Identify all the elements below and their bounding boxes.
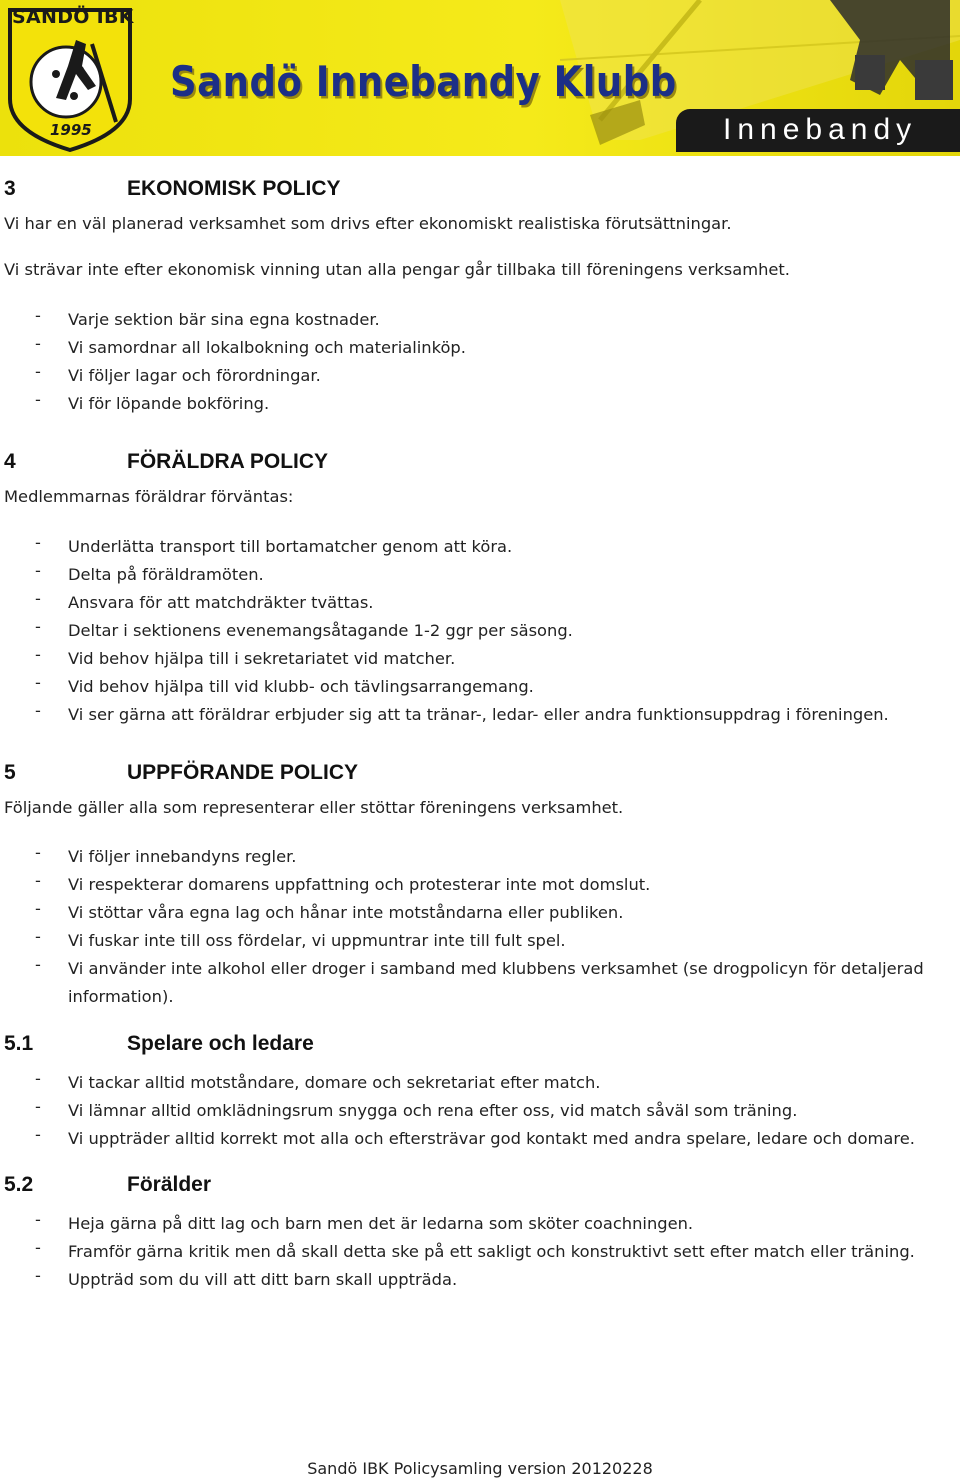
list-item-text: Vi för löpande bokföring.: [68, 394, 270, 413]
innebandy-tag-text: Innebandy: [723, 113, 918, 146]
list-item-text: Vi stöttar våra egna lag och hånar inte motståndarna eller publiken.: [68, 903, 624, 922]
bullet-dash: -: [35, 561, 41, 580]
list-item-text: Framför gärna kritik men då skall detta ske på ett sakligt och konstruktivt sett efter match eller träning.: [68, 1242, 915, 1261]
section-number: 5.1: [4, 1032, 34, 1055]
logo-year: 1995: [50, 121, 92, 139]
bullet-dash: -: [35, 1210, 41, 1229]
bullet-dash: -: [35, 1097, 41, 1116]
section-number: 3: [4, 177, 16, 200]
club-name: Sandö Innebandy Klubb: [170, 58, 677, 107]
list-item-text: Vi ser gärna att föräldrar erbjuder sig att ta tränar-, ledar- eller andra funktionsuppdrag i föreningen.: [68, 705, 889, 724]
bullet-dash: -: [35, 390, 41, 409]
bullet-dash: -: [35, 927, 41, 946]
bullet-dash: -: [35, 899, 41, 918]
bullet-dash: -: [35, 673, 41, 692]
paragraph: Vi strävar inte efter ekonomisk vinning utan alla pengar går tillbaka till föreningens verksamhet.: [4, 260, 790, 279]
bullet-dash: -: [35, 645, 41, 664]
bullet-dash: -: [35, 1238, 41, 1257]
page-footer: Sandö IBK Policysamling version 20120228: [307, 1459, 653, 1478]
bullet-dash: -: [35, 1266, 41, 1285]
bullet-dash: -: [35, 533, 41, 552]
section-title: UPPFÖRANDE POLICY: [127, 761, 359, 784]
bullet-dash: -: [35, 843, 41, 862]
bullet-dash: -: [35, 334, 41, 353]
list-item-text: Vi respekterar domarens uppfattning och protesterar inte mot domslut.: [68, 875, 651, 894]
list-item-text: Vi följer innebandyns regler.: [68, 847, 297, 866]
list-item-text: Vi samordnar all lokalbokning och materialinköp.: [68, 338, 466, 357]
section-title: Spelare och ledare: [127, 1032, 314, 1055]
list-item-text: Vi lämnar alltid omklädningsrum snygga och rena efter oss, vid match såväl som träning.: [68, 1101, 798, 1120]
list-item-text: Vi fuskar inte till oss fördelar, vi uppmuntrar inte till fult spel.: [68, 931, 566, 950]
list-item-text: Vid behov hjälpa till vid klubb- och tävlingsarrangemang.: [68, 677, 534, 696]
list-item-text: Vi uppträder alltid korrekt mot alla och eftersträvar god kontakt med andra spelare, ledare och domare.: [68, 1129, 915, 1148]
list-item-text: Vid behov hjälpa till i sekretariatet vid matcher.: [68, 649, 456, 668]
paragraph: Medlemmarnas föräldrar förväntas:: [4, 487, 294, 506]
list-item-text: Vi tackar alltid motståndare, domare och sekretariat efter match.: [68, 1073, 601, 1092]
bullet-dash: -: [35, 1125, 41, 1144]
list-item-text: Underlätta transport till bortamatcher genom att köra.: [68, 537, 513, 556]
list-item-text: Vi följer lagar och förordningar.: [68, 366, 321, 385]
section-number: 5.2: [4, 1173, 34, 1196]
header-banner: [0, 0, 960, 156]
list-item-text: Heja gärna på ditt lag och barn men det är ledarna som sköter coachningen.: [68, 1214, 694, 1233]
bullet-dash: -: [35, 617, 41, 636]
section-number: 4: [4, 450, 16, 473]
bullet-dash: -: [35, 871, 41, 890]
list-item-text: Varje sektion bär sina egna kostnader.: [68, 310, 380, 329]
logo-text: SANDÖ IBK: [12, 6, 134, 28]
bullet-dash: -: [35, 1069, 41, 1088]
section-number: 5: [4, 761, 16, 784]
list-item-text: Uppträd som du vill att ditt barn skall uppträda.: [68, 1270, 458, 1289]
list-item-text: Ansvara för att matchdräkter tvättas.: [68, 593, 374, 612]
list-item-text: Deltar i sektionens evenemangsåtagande 1-2 ggr per säsong.: [68, 621, 573, 640]
list-item-text: Delta på föräldramöten.: [68, 565, 264, 584]
paragraph: Följande gäller alla som representerar eller stöttar föreningens verksamhet.: [4, 798, 624, 817]
section-title: EKONOMISK POLICY: [127, 177, 341, 200]
paragraph: Vi har en väl planerad verksamhet som drivs efter ekonomiskt realistiska förutsättningar.: [4, 214, 732, 233]
section-title: Förälder: [127, 1173, 212, 1196]
bullet-dash: -: [35, 955, 41, 974]
bullet-dash: -: [35, 589, 41, 608]
bullet-dash: -: [35, 362, 41, 381]
bullet-dash: -: [35, 306, 41, 325]
bullet-dash: -: [35, 701, 41, 720]
section-title: FÖRÄLDRA POLICY: [127, 450, 329, 473]
list-item-text: Vi använder inte alkohol eller droger i samband med klubbens verksamhet (se drogpolicyn för detaljerad information).: [68, 959, 924, 1006]
